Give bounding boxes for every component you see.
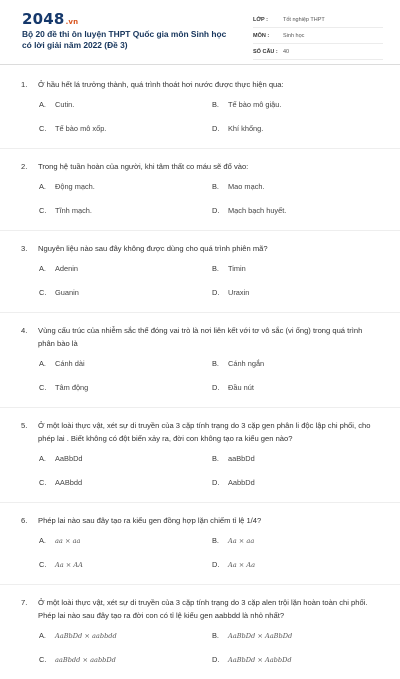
question-number: 4. <box>21 326 28 335</box>
answer-options <box>0 100 400 148</box>
document-meta <box>253 12 383 60</box>
question-7 <box>0 596 400 679</box>
option-letter: C. <box>39 478 47 487</box>
question-text: Vùng cấu trúc của nhiễm sắc thể đóng vai trò là nơi liên kết với tơ vô sắc (vi ống) trong quá trình phân bào là <box>38 326 363 348</box>
meta-label: SỐ CÂU : <box>253 48 278 55</box>
option-letter: B. <box>212 100 219 109</box>
question-2 <box>0 160 400 231</box>
option-a[interactable] <box>39 182 212 192</box>
question-1 <box>0 78 400 149</box>
question-4 <box>0 324 400 408</box>
question-divider <box>0 312 400 313</box>
answer-options <box>0 536 400 584</box>
meta-label: MÔN : <box>253 32 270 39</box>
answer-options <box>0 631 400 679</box>
meta-value: 40 <box>283 48 290 55</box>
option-text: Mạch bạch huyết. <box>228 206 287 215</box>
option-text: AabbDd <box>228 478 255 487</box>
option-c[interactable] <box>39 655 212 665</box>
option-d[interactable] <box>212 288 385 298</box>
option-letter: A. <box>39 536 46 545</box>
document-title: Bộ 20 đề thi ôn luyện THPT Quốc gia môn Sinh học có lời giải năm 2022 (Đề 3) <box>22 29 227 50</box>
site-logo[interactable] <box>22 10 78 28</box>
question-divider <box>0 230 400 231</box>
option-text: Tĩnh mạch. <box>55 206 92 215</box>
option-b[interactable] <box>212 631 385 641</box>
option-letter: A. <box>39 359 46 368</box>
option-b[interactable] <box>212 182 385 192</box>
header-divider <box>0 64 400 65</box>
option-text: Khí khổng. <box>228 124 264 133</box>
option-letter: D. <box>212 655 220 664</box>
answer-options <box>0 182 400 230</box>
option-c[interactable] <box>39 383 212 393</box>
option-text: Tế bào mô xốp. <box>55 124 107 133</box>
question-list <box>0 78 400 679</box>
option-letter: B. <box>212 264 219 273</box>
question-number: 6. <box>21 516 28 525</box>
option-formula: aa × aa <box>55 537 81 545</box>
option-formula: AaBbDd × AabbDd <box>228 656 292 664</box>
option-a[interactable] <box>39 536 212 546</box>
question-number: 1. <box>21 80 28 89</box>
option-text: Guanin <box>55 288 79 297</box>
document-header <box>0 0 400 62</box>
option-formula: AaBbDd × AaBbDd <box>228 632 293 640</box>
option-text: Đầu nút <box>228 383 254 392</box>
option-letter: C. <box>39 560 47 569</box>
question-3 <box>0 242 400 313</box>
option-b[interactable] <box>212 454 385 464</box>
meta-row-subject <box>253 28 383 44</box>
option-c[interactable] <box>39 478 212 488</box>
option-formula: Aa × AA <box>55 561 83 569</box>
option-c[interactable] <box>39 124 212 134</box>
option-formula: aaBbdd × aabbDd <box>55 656 116 664</box>
question-divider <box>0 502 400 503</box>
option-letter: C. <box>39 124 47 133</box>
option-letter: C. <box>39 206 47 215</box>
option-text: Cánh dài <box>55 359 85 368</box>
option-text: aaBbDd <box>228 454 255 463</box>
option-a[interactable] <box>39 100 212 110</box>
meta-row-class <box>253 12 383 28</box>
option-a[interactable] <box>39 359 212 369</box>
option-b[interactable] <box>212 359 385 369</box>
question-divider <box>0 148 400 149</box>
option-text: Adenin <box>55 264 79 273</box>
option-letter: B. <box>212 182 219 191</box>
option-text: Timin <box>228 264 246 273</box>
option-a[interactable] <box>39 631 212 641</box>
option-c[interactable] <box>39 560 212 570</box>
option-text: Tâm động <box>55 383 89 392</box>
question-text: Nguyên liệu nào sau đây không được dùng cho quá trình phiên mã? <box>38 244 268 253</box>
option-letter: D. <box>212 124 220 133</box>
option-a[interactable] <box>39 454 212 464</box>
option-c[interactable] <box>39 288 212 298</box>
option-letter: C. <box>39 383 47 392</box>
question-number: 3. <box>21 244 28 253</box>
question-divider <box>0 584 400 585</box>
option-a[interactable] <box>39 264 212 274</box>
question-text: Ở hầu hết lá trưởng thành, quá trình thoát hơi nước được thực hiện qua: <box>38 80 284 89</box>
logo-domain: .vn <box>65 18 79 26</box>
question-text: Trong hệ tuần hoàn của người, khi tâm thất co máu sẽ đổ vào: <box>38 162 249 171</box>
question-text: Phép lai nào sau đây tạo ra kiểu gen đồng hợp lặn chiếm tỉ lệ 1/4? <box>38 516 262 525</box>
meta-value: Sinh học <box>283 32 305 39</box>
question-number: 7. <box>21 598 28 607</box>
option-b[interactable] <box>212 100 385 110</box>
option-letter: D. <box>212 478 220 487</box>
option-letter: B. <box>212 359 219 368</box>
option-letter: A. <box>39 182 46 191</box>
question-text: Ở một loài thực vật, xét sự di truyền của 3 cặp tính trạng do 3 cặp gen phân li độc lập chi phối, cho phép lai . Biết không có đột biến xảy ra, đời con không tạo ra kiểu gen nào? <box>38 421 371 443</box>
option-text: Cutin. <box>55 100 75 109</box>
meta-row-question-count <box>253 44 383 60</box>
option-text: Cánh ngắn <box>228 359 265 368</box>
option-d[interactable] <box>212 655 385 665</box>
answer-options <box>0 454 400 502</box>
option-c[interactable] <box>39 206 212 216</box>
option-d[interactable] <box>212 560 385 570</box>
question-6 <box>0 514 400 585</box>
option-letter: D. <box>212 288 220 297</box>
option-letter: B. <box>212 454 219 463</box>
option-d[interactable] <box>212 206 385 216</box>
option-text: Động mạch. <box>55 182 95 191</box>
option-d[interactable] <box>212 383 385 393</box>
option-formula: AaBbDd × aabbdd <box>55 632 117 640</box>
question-text: Ở một loài thực vật, xét sự di truyền của 3 cặp tính trạng do 3 cặp alen trội lặn hoàn toàn chi phối. Phép lai nào sau đây tạo ra đời con có tỉ lệ kiểu gen aabbdd là nhỏ nhất? <box>38 598 368 620</box>
logo-text: 2048 <box>22 10 65 28</box>
option-letter: B. <box>212 536 219 545</box>
question-number: 5. <box>21 421 28 430</box>
option-letter: D. <box>212 383 220 392</box>
meta-value: Tốt nghiệp THPT <box>283 16 325 23</box>
option-text: Mao mạch. <box>228 182 265 191</box>
option-text: Tế bào mô giậu. <box>228 100 282 109</box>
option-text: Uraxin <box>228 288 250 297</box>
option-b[interactable] <box>212 536 385 546</box>
option-formula: Aa × Aa <box>228 561 256 569</box>
answer-options <box>0 264 400 312</box>
answer-options <box>0 359 400 407</box>
option-letter: A. <box>39 264 46 273</box>
option-d[interactable] <box>212 478 385 488</box>
option-letter: D. <box>212 206 220 215</box>
question-number: 2. <box>21 162 28 171</box>
option-letter: D. <box>212 560 220 569</box>
option-letter: C. <box>39 655 47 664</box>
option-formula: Aa × aa <box>228 537 255 545</box>
meta-label: LỚP : <box>253 16 268 23</box>
option-letter: C. <box>39 288 47 297</box>
option-letter: A. <box>39 631 46 640</box>
option-d[interactable] <box>212 124 385 134</box>
question-divider <box>0 407 400 408</box>
option-letter: A. <box>39 100 46 109</box>
option-text: AaBbDd <box>55 454 83 463</box>
option-letter: B. <box>212 631 219 640</box>
question-5 <box>0 419 400 503</box>
option-letter: A. <box>39 454 46 463</box>
option-text: AABbdd <box>55 478 83 487</box>
option-b[interactable] <box>212 264 385 274</box>
